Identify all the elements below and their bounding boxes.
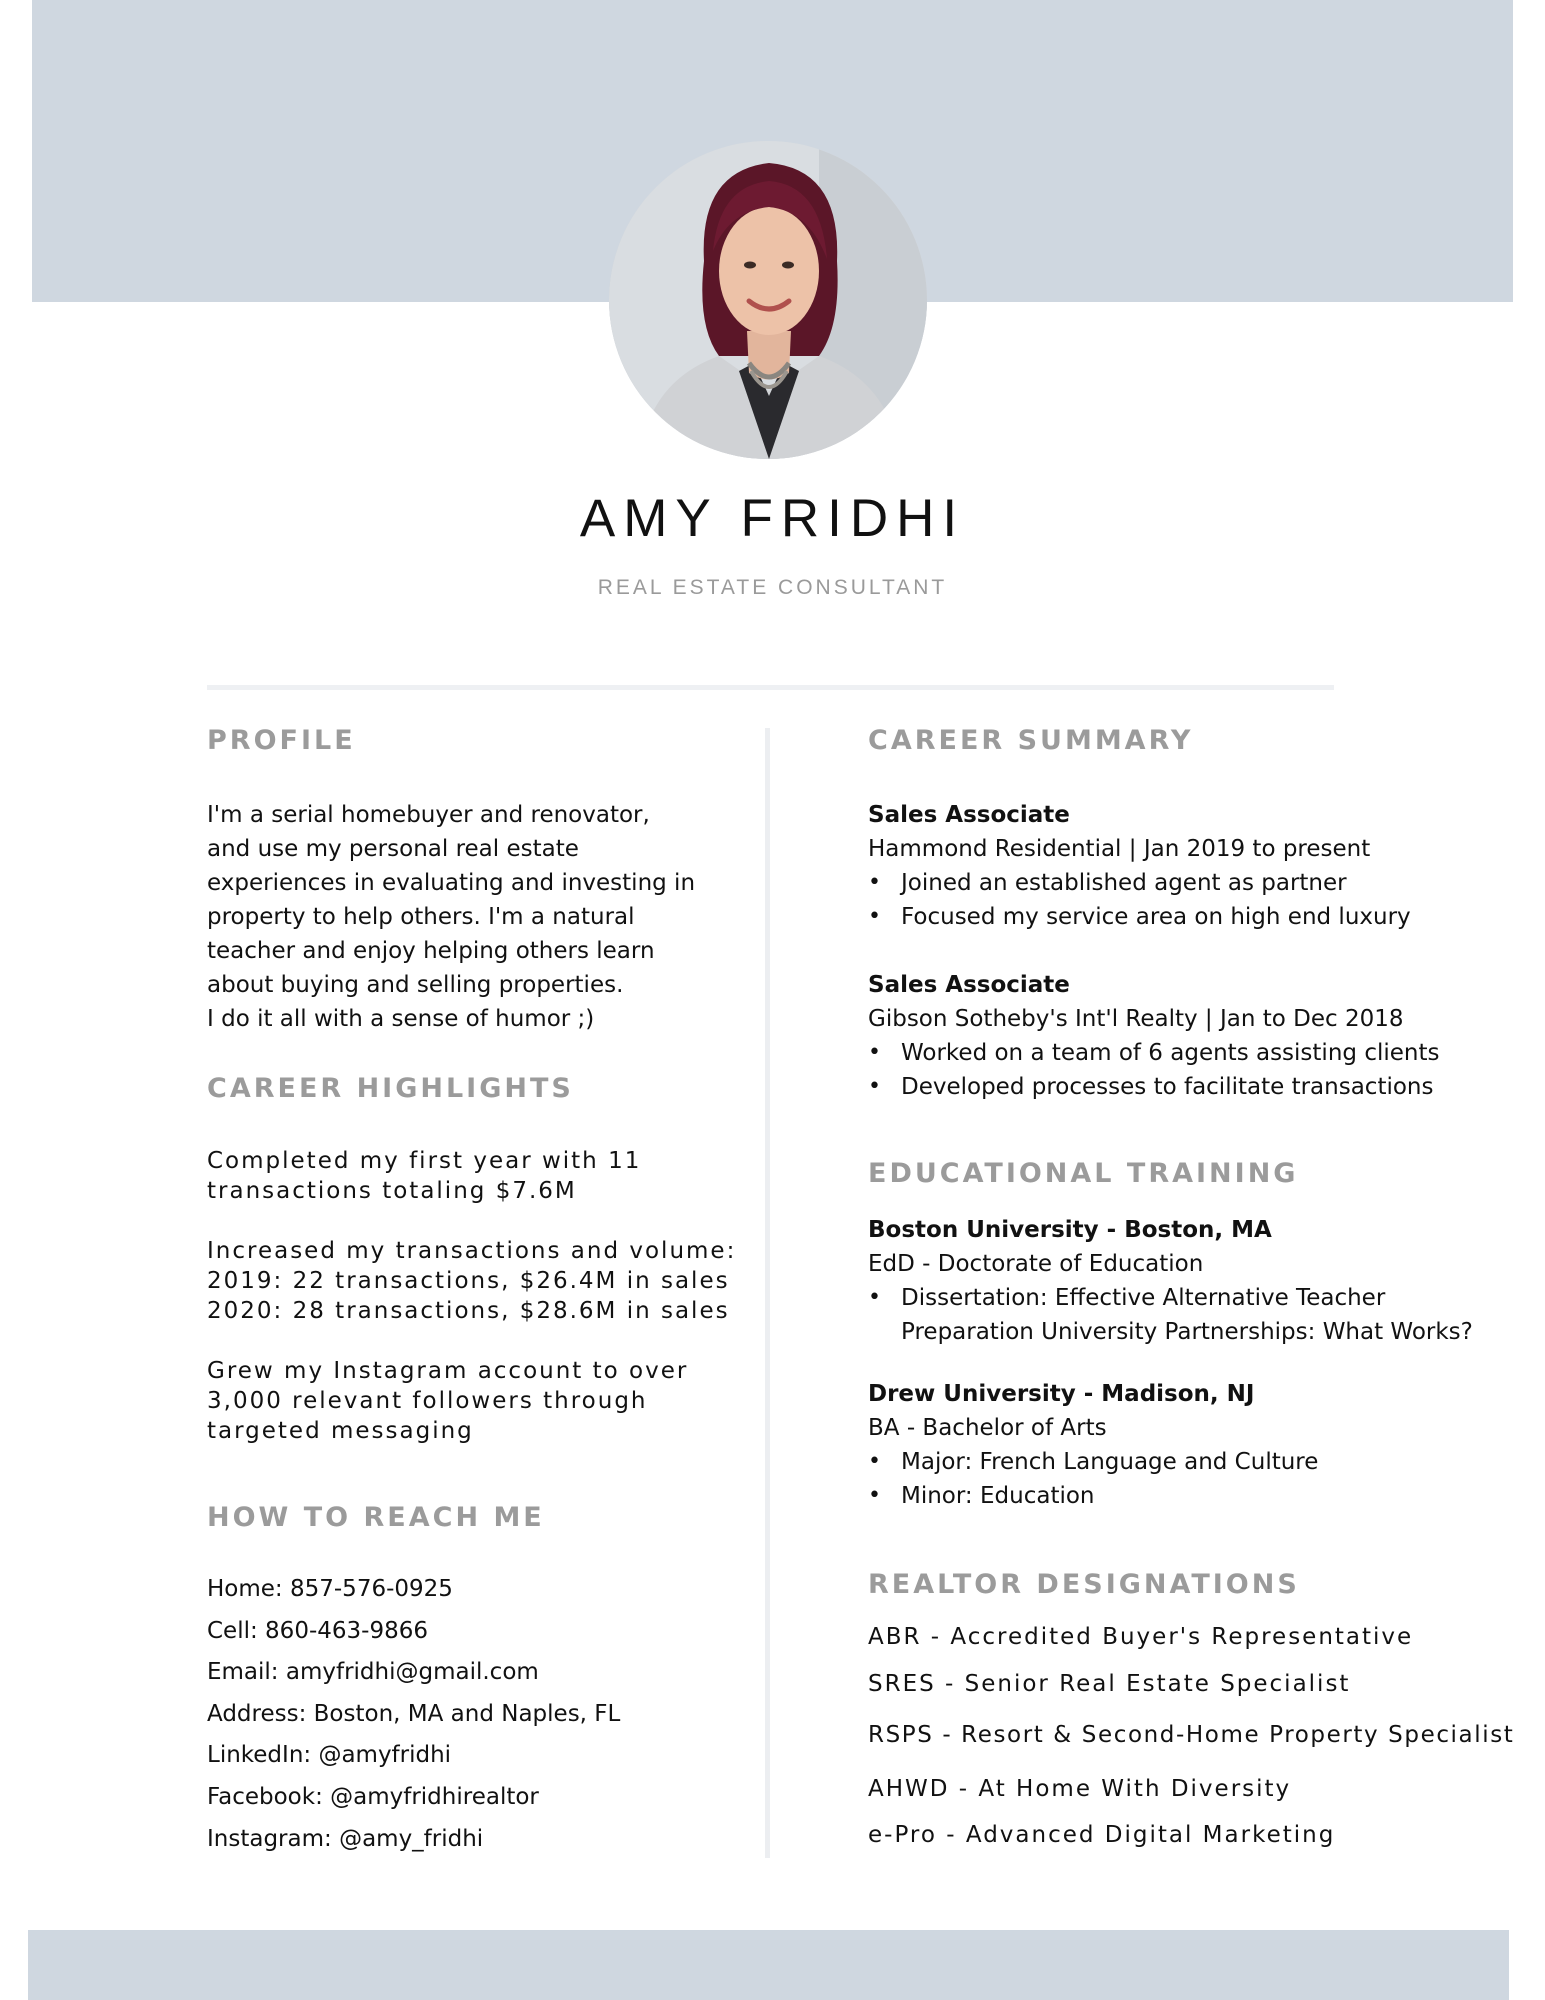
job-bullets <box>868 866 1528 934</box>
designation-item: SRES - Senior Real Estate Specialist <box>868 1671 1351 1697</box>
school-bullets <box>868 1281 1528 1349</box>
designation-item: e-Pro - Advanced Digital Marketing <box>868 1822 1336 1848</box>
job-bullets <box>868 1036 1528 1104</box>
job-bullet: • Developed processes to facilitate transactions <box>868 1070 1528 1104</box>
job-entry <box>868 798 1528 934</box>
job-entry <box>868 968 1528 1104</box>
profile-line: experiences in evaluating and investing in <box>207 870 696 896</box>
right-column <box>868 725 1528 1850</box>
school-entry <box>868 1213 1528 1349</box>
job-employer: Hammond Residential | Jan 2019 to present <box>868 836 1371 862</box>
school-bullet <box>868 1281 1528 1349</box>
highlight-line: 3,000 relevant followers through <box>207 1388 648 1414</box>
profile-line: about buying and selling properties. <box>207 972 624 998</box>
school-entry <box>868 1377 1528 1513</box>
column-divider <box>765 728 770 1858</box>
designation-item: AHWD - At Home With Diversity <box>868 1776 1292 1802</box>
highlights-heading: CAREER HIGHLIGHTS <box>207 1073 574 1104</box>
person-name: AMY FRIDHI <box>579 489 966 548</box>
designation-item: ABR - Accredited Buyer's Representative <box>868 1624 1414 1650</box>
footer-band <box>28 1930 1509 2000</box>
highlight-line: Completed my first year with 11 <box>207 1148 642 1174</box>
designations-heading: REALTOR DESIGNATIONS <box>868 1569 1300 1600</box>
contact-cell: Cell: 860-463-9866 <box>207 1617 428 1644</box>
highlight-line: 2019: 22 transactions, $26.4M in sales <box>207 1268 730 1294</box>
profile-line: property to help others. I'm a natural <box>207 904 635 930</box>
school-name: Boston University - Boston, MA <box>868 1217 1272 1243</box>
highlight-line: Increased my transactions and volume: <box>207 1238 737 1264</box>
school-bullets <box>868 1445 1528 1513</box>
job-bullet: • Worked on a team of 6 agents assisting clients <box>868 1036 1528 1070</box>
highlight-block <box>207 1146 747 1206</box>
school-bullet: • Major: French Language and Culture <box>868 1445 1528 1479</box>
profile-heading: PROFILE <box>207 725 356 756</box>
job-employer: Gibson Sotheby's Int'l Realty | Jan to Dec 2018 <box>868 1006 1404 1032</box>
contact-home: Home: 857-576-0925 <box>207 1576 453 1602</box>
contact-list <box>207 1569 747 1860</box>
profile-photo <box>609 141 927 459</box>
highlight-line: Grew my Instagram account to over <box>207 1358 689 1384</box>
highlight-line: targeted messaging <box>207 1418 474 1444</box>
highlight-block <box>207 1356 747 1446</box>
header-divider <box>207 685 1334 690</box>
job-bullet: • Joined an established agent as partner <box>868 866 1528 900</box>
education-heading: EDUCATIONAL TRAINING <box>868 1158 1299 1189</box>
profile-line: teacher and enjoy helping others learn <box>207 938 655 964</box>
profile-text <box>207 798 747 1036</box>
profile-line: I'm a serial homebuyer and renovator, <box>207 802 650 828</box>
contact-address: Address: Boston, MA and Naples, FL <box>207 1700 621 1727</box>
contact-instagram: Instagram: @amy_fridhi <box>207 1825 484 1852</box>
job-title: REAL ESTATE CONSULTANT <box>597 576 948 599</box>
contact-facebook: Facebook: @amyfridhirealtor <box>207 1783 539 1810</box>
designation-list <box>868 1622 1528 1850</box>
highlight-line: 2020: 28 transactions, $28.6M in sales <box>207 1298 730 1324</box>
job-title-text: Sales Associate <box>868 972 1070 998</box>
school-name: Drew University - Madison, NJ <box>868 1381 1255 1407</box>
career-heading: CAREER SUMMARY <box>868 725 1194 756</box>
degree: EdD - Doctorate of Education <box>868 1251 1204 1277</box>
school-bullet-line: Dissertation: Effective Alternative Teacher <box>901 1285 1386 1311</box>
school-bullet: • Minor: Education <box>868 1479 1528 1513</box>
highlight-block <box>207 1236 747 1326</box>
job-title-text: Sales Associate <box>868 802 1070 828</box>
designation-item: RSPS - Resort & Second-Home Property Specialist <box>868 1722 1515 1748</box>
profile-line: I do it all with a sense of humor ;) <box>207 1006 595 1032</box>
degree: BA - Bachelor of Arts <box>868 1415 1107 1441</box>
contact-email: Email: amyfridhi@gmail.com <box>207 1659 539 1686</box>
contact-linkedin: LinkedIn: @amyfridhi <box>207 1742 452 1769</box>
left-column <box>207 725 747 1860</box>
profile-line: and use my personal real estate <box>207 836 579 862</box>
contact-heading: HOW TO REACH ME <box>207 1502 545 1533</box>
job-bullet: • Focused my service area on high end luxury <box>868 900 1528 934</box>
highlight-line: transactions totaling $7.6M <box>207 1178 577 1204</box>
portrait-illustration <box>609 141 927 459</box>
school-bullet-line: Preparation University Partnerships: What Works? <box>901 1319 1473 1345</box>
